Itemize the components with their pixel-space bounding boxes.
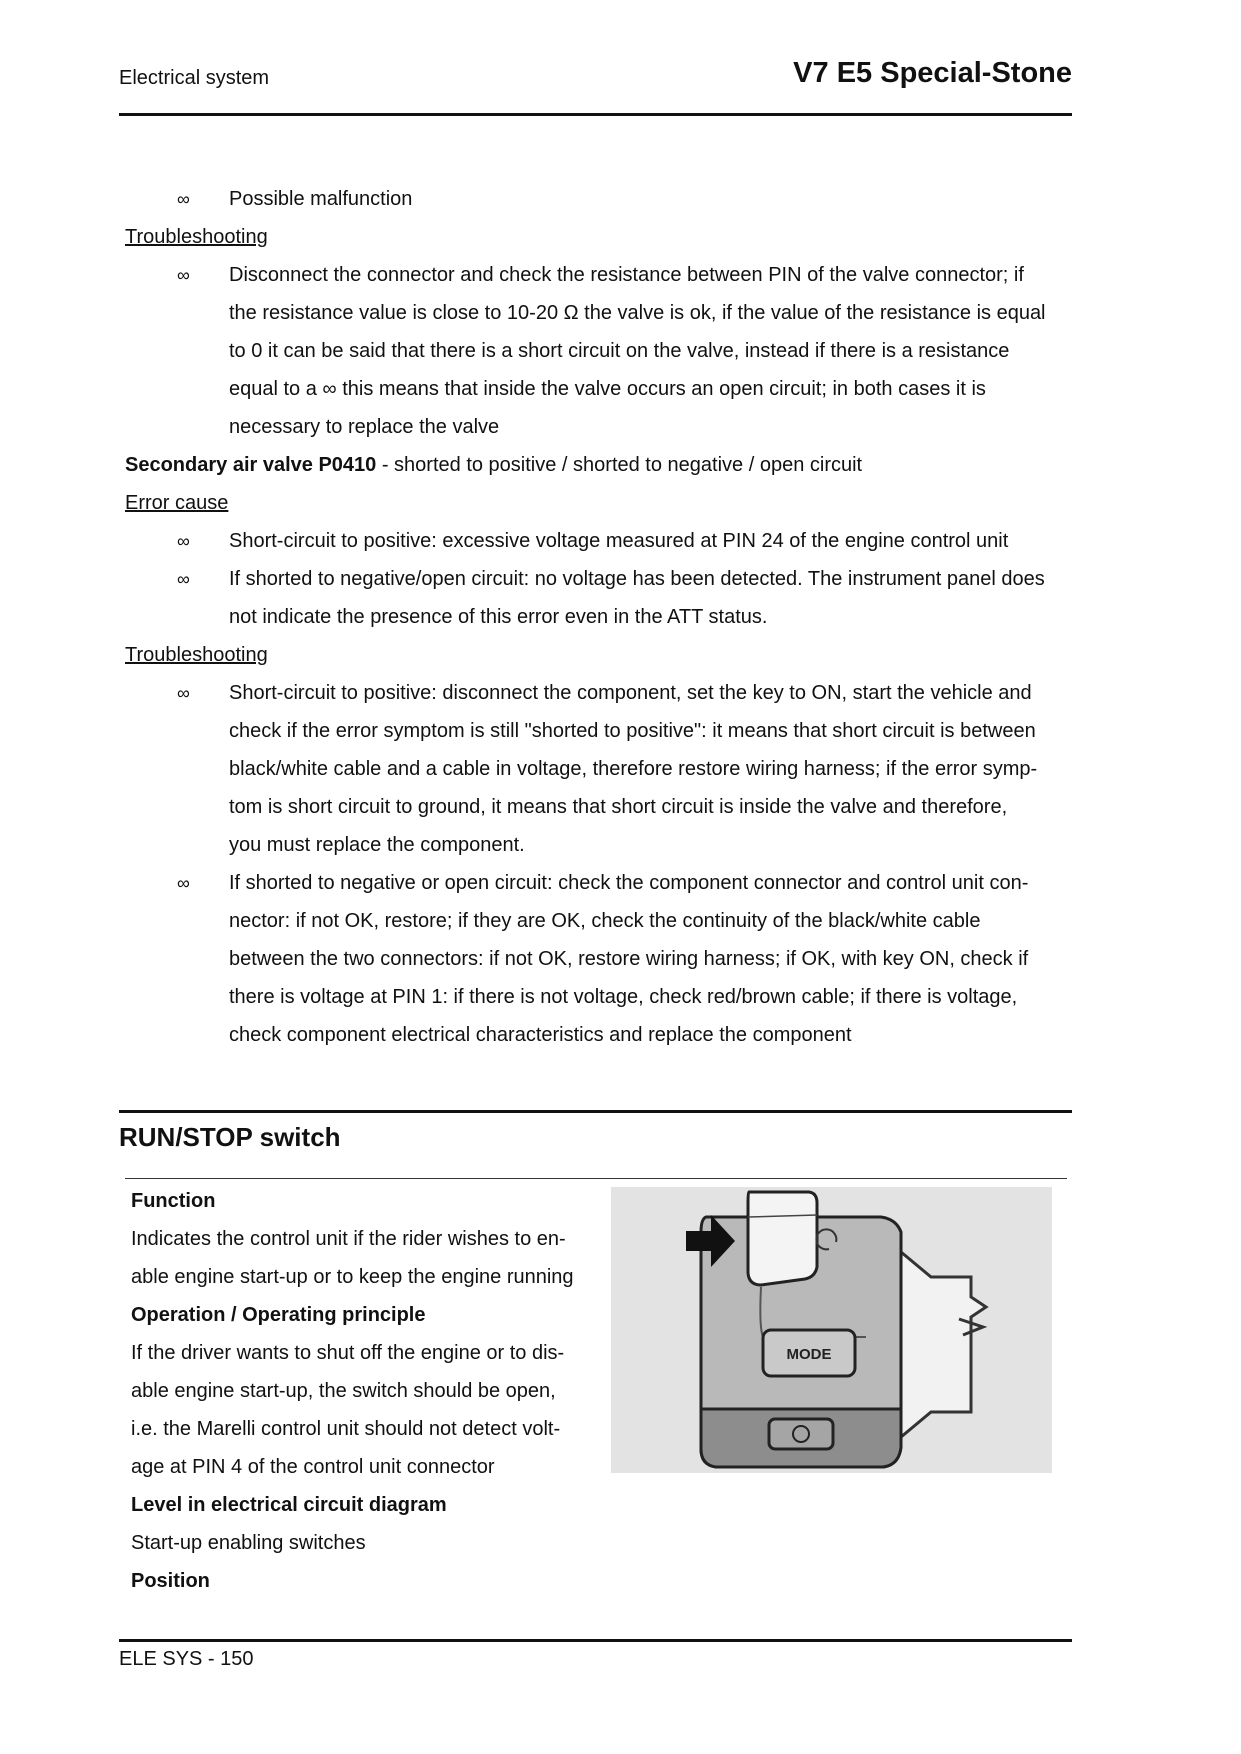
section-title: RUN/STOP switch	[119, 1122, 341, 1152]
secondary-valve-heading	[119, 446, 1072, 484]
operation-line: able engine start-up, the switch should be open,	[131, 1380, 556, 1402]
header-model-title: V7 E5 Special-Stone	[793, 57, 1072, 89]
list-item-line: nector: if not OK, restore; if they are OK, check the continuity of the black/white cable	[229, 910, 981, 932]
list-item-line: Short-circuit to positive: disconnect the component, set the key to ON, start the vehicle and	[229, 682, 1032, 704]
level-value: Start-up enabling switches	[131, 1532, 366, 1554]
list-item-line: check component electrical characteristics and replace the component	[229, 1024, 852, 1046]
operation-label: Operation / Operating principle	[131, 1304, 426, 1326]
page-header	[119, 55, 1072, 116]
list-item-line: Short-circuit to positive: excessive voltage measured at PIN 24 of the engine control unit	[229, 530, 1009, 552]
list-item-line: Disconnect the connector and check the resistance between PIN of the valve connector; if	[229, 264, 1024, 286]
list-item	[119, 522, 1072, 560]
start-button-shape	[769, 1419, 833, 1449]
bullet-mark: ∞	[177, 265, 190, 285]
level-label: Level in electrical circuit diagram	[131, 1494, 447, 1516]
list-item-line: the resistance value is close to 10-20 Ω the valve is ok, if the value of the resistance is equal	[229, 302, 1046, 324]
secondary-valve-subtitle: - shorted to positive / shorted to negative / open circuit	[376, 454, 863, 476]
header-section-title: Electrical system	[119, 67, 270, 89]
run-stop-toggle	[748, 1192, 817, 1285]
list-item-line: to 0 it can be said that there is a short circuit on the valve, instead if there is a resistance	[229, 340, 1010, 362]
mode-button-label: MODE	[786, 1346, 832, 1363]
function-line: able engine start-up or to keep the engine running	[131, 1266, 574, 1288]
function-label: Function	[131, 1190, 216, 1212]
list-item-line: tom is short circuit to ground, it means that short circuit is inside the valve and therefore,	[229, 796, 1008, 818]
section-divider	[119, 1110, 1072, 1113]
list-item	[119, 674, 1072, 864]
bullet-mark: ∞	[177, 873, 190, 893]
secondary-valve-title: Secondary air valve P0410	[125, 454, 377, 476]
list-item-line: black/white cable and a cable in voltage, therefore restore wiring harness; if the error symp-	[229, 758, 1038, 780]
run-stop-description	[131, 1182, 601, 1600]
error-cause-label: Error cause	[125, 492, 229, 514]
bullet-mark: ∞	[177, 569, 190, 589]
bullet-mark: ∞	[177, 683, 190, 703]
page-number: ELE SYS - 150	[119, 1648, 254, 1670]
function-line: Indicates the control unit if the rider wishes to en-	[131, 1228, 566, 1250]
table-top-rule	[125, 1178, 1067, 1179]
position-label: Position	[131, 1570, 210, 1592]
list-item-line: between the two connectors: if not OK, restore wiring harness; if OK, with key ON, check if	[229, 948, 1029, 970]
list-item-line: necessary to replace the valve	[229, 416, 500, 438]
list-item-line: If shorted to negative or open circuit: check the component connector and control unit con-	[229, 872, 1029, 894]
list-item	[119, 180, 1072, 218]
list-item-text: Possible malfunction	[229, 188, 413, 210]
bullet-mark: ∞	[177, 531, 190, 551]
list-item-line: you must replace the component.	[229, 834, 525, 856]
list-item	[119, 864, 1072, 1054]
list-item-line: not indicate the presence of this error even in the ATT status.	[229, 606, 768, 628]
list-item-line: check if the error symptom is still "shorted to positive": it means that short circuit is between	[229, 720, 1036, 742]
troubleshooting-label: Troubleshooting	[125, 226, 268, 248]
list-item-line: equal to a ∞ this means that inside the valve occurs an open circuit; in both cases it is	[229, 378, 986, 400]
list-item-line: If shorted to negative/open circuit: no voltage has been detected. The instrument panel does	[229, 568, 1045, 590]
list-item	[119, 256, 1072, 446]
footer-divider	[119, 1639, 1072, 1642]
list-item	[119, 560, 1072, 636]
switch-illustration	[611, 1187, 1052, 1473]
operation-line: i.e. the Marelli control unit should not detect volt-	[131, 1418, 561, 1440]
operation-line: age at PIN 4 of the control unit connector	[131, 1456, 495, 1478]
bullet-mark: ∞	[177, 189, 190, 209]
troubleshooting-label: Troubleshooting	[125, 644, 268, 666]
handlebar-tube	[901, 1252, 986, 1437]
main-content	[119, 180, 1072, 1054]
list-item-line: there is voltage at PIN 1: if there is not voltage, check red/brown cable; if there is voltage,	[229, 986, 1018, 1008]
run-stop-switch-figure	[611, 1187, 1052, 1473]
operation-line: If the driver wants to shut off the engine or to dis-	[131, 1342, 565, 1364]
